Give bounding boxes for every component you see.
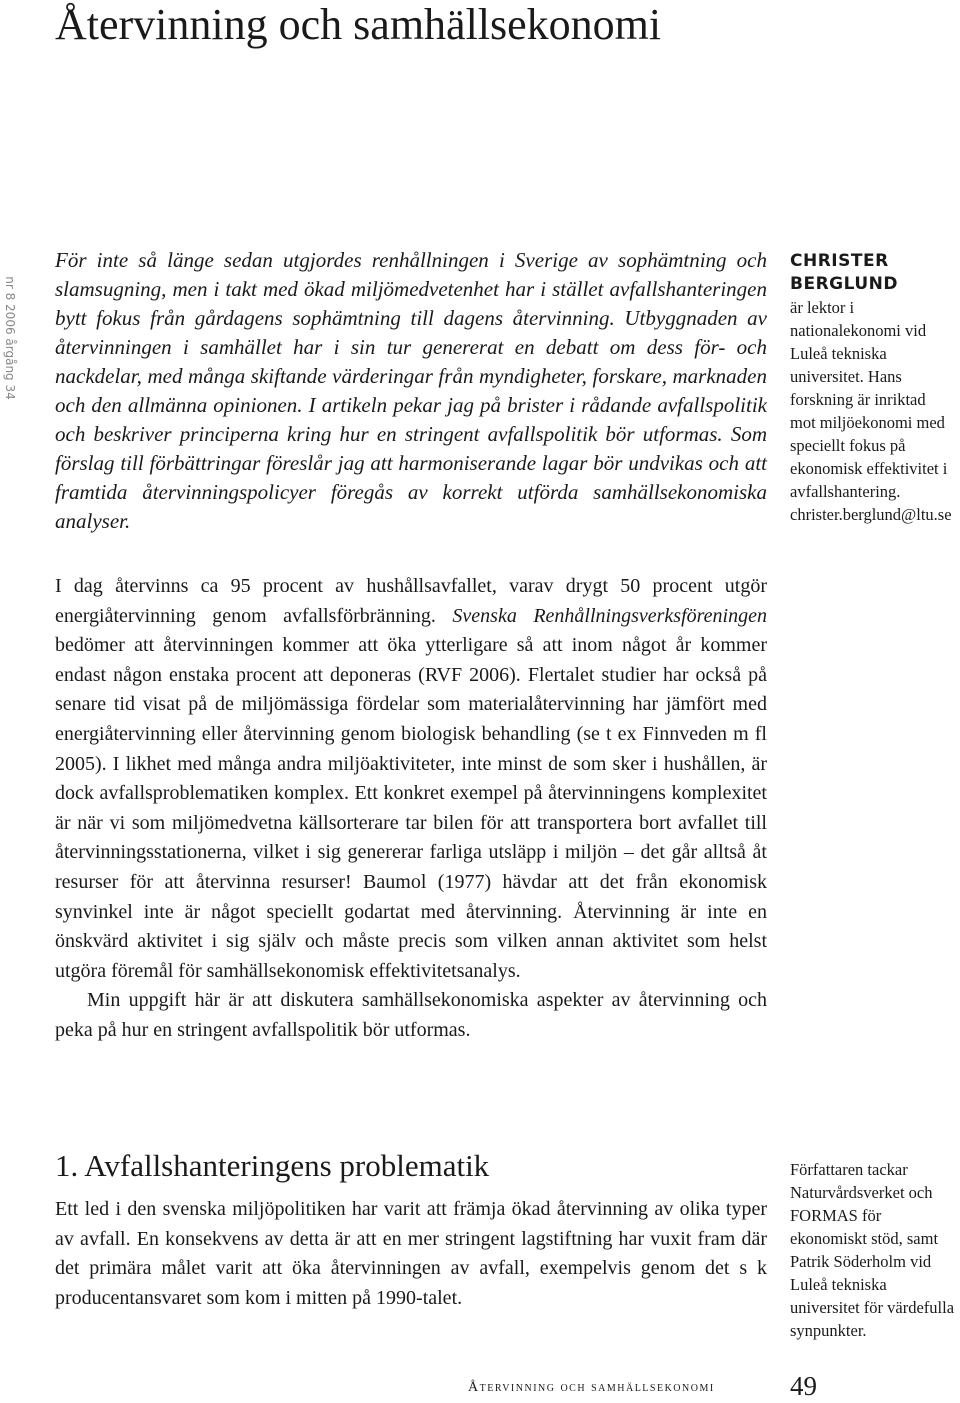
issue-info-text: nr 8 2006 årgång 34 (3, 276, 17, 400)
running-footer: Återvinning och samhällsekonomi (468, 1380, 715, 1395)
section-paragraph: Ett led i den svenska miljöpolitiken har varit att främja ökad återvinning av olika typer av avfall. En konsekvens av detta är att en mer stringent lagstiftning har vuxit fram där det primära målet varit att öka återvinningen av avfall, exempelvis genom det s k producentansvaret som kom i mitten på 1990-talet. (55, 1198, 767, 1309)
body-paragraph-1-part-1: I dag återvinns ca 95 procent av hushållsavfallet, varav drygt 50 procent utgör energiåtervinning genom avfallsförbränning. (55, 575, 767, 627)
author-name: CHRISTER BERGLUND (790, 251, 898, 294)
body-paragraph-2: Min uppgift här är att diskutera samhällsekonomiska aspekter av återvinning och peka på hur en stringent avfallspolitik bör utformas. (55, 989, 767, 1041)
body-paragraph-1-part-2: bedömer att återvinningen kommer att öka ytterligare så att inom något år kommer endast någon enstaka procent att deponeras (RVF 2006). Flertalet studier har också på senare tid visat på de miljömässiga fördelar som materialåtervinning har jämfört med energiåtervinning eller återvinning genom biologisk behandling (se t ex Finnveden m fl 2005). I likhet med många andra miljöaktiviteter, inte minst de som sker i hushållen, är dock avfallsproblematiken komplex. Ett konkret exempel på återvinningens komplexitet är när vi som miljömedvetna källsorterare tar bilen för att transportera bort avfallet till återvinningsstationerna, vilket i sig genererar farliga utsläpp i miljön – det går alltså åt resurser för att återvinna resurser! Baumol (1977) hävdar att det från ekonomisk synvinkel inte är något speciellt godartat med återvinning. Återvinning är inte en önskvärd aktivitet i sig själv och måste precis som vilken annan aktivitet som helst utgöra föremål för samhällsekonomisk effektivitetsanalys. (55, 634, 767, 982)
article-title: Återvinning och samhällsekonomi (55, 0, 662, 49)
article-lead: För inte så länge sedan utgjordes renhållningen i Sverige av sophämtning och slamsugning, men i takt med ökad miljömedvetenhet har i stället avfallshanteringen bytt fokus från gårdagens sophämtning till dagens återvinning. Utbyggnaden av återvinningen i samhället har i sin tur genererat en debatt om dess för- och nackdelar, med många skiftande värderingar från myndigheter, forskare, marknaden och den allmänna opinionen. I artikeln pekar jag på brister i rådande avfallspolitik och beskriver principerna kring hur en stringent avfallspolitik bör utformas. Som förslag till förbättringar föreslår jag att harmoniserande lagar bör undvikas och att framtida återvinningspolicyer föregås av korrekt utförda samhällsekonomiska analyser. (55, 248, 767, 533)
body-text (55, 572, 767, 1046)
issue-info (0, 258, 20, 418)
organization-name: Svenska Renhållningsverksföreningen (452, 604, 767, 627)
section-heading: 1. Avfallshanteringens problematik (55, 1148, 490, 1183)
page-number: 49 (790, 1371, 817, 1401)
body-paragraph-1 (55, 572, 767, 986)
author-box (790, 250, 955, 526)
acknowledgement-note: Författaren tackar Naturvårdsverket och FORMAS för ekonomiskt stöd, samt Patrik Söderholm vid Luleå tekniska universitet för värdefulla synpunkter. (790, 1160, 955, 1340)
author-bio: är lektor i nationalekonomi vid Luleå tekniska universitet. Hans forskning är inriktad mot miljöekonomi med speciellt fokus på ekonomisk effektivitet i avfallshantering. christer.berglund@ltu.se (790, 298, 952, 524)
